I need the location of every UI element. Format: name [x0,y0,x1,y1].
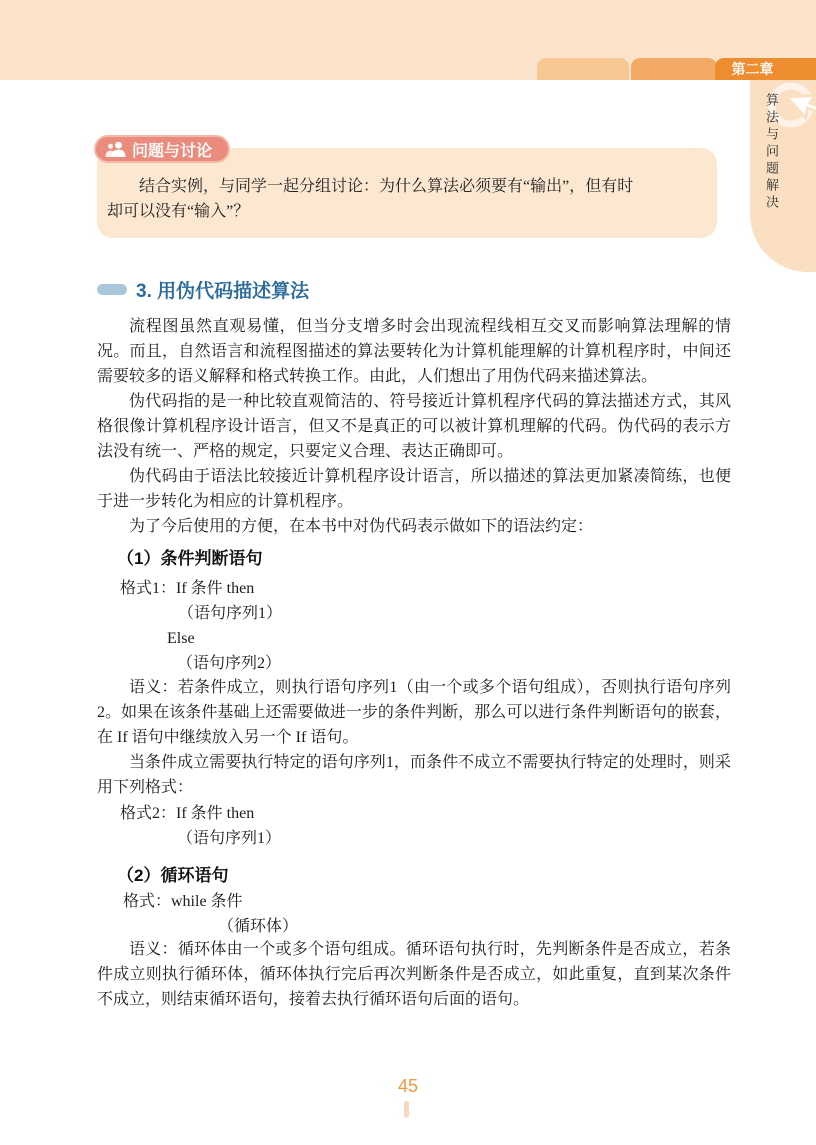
paragraph-pseudocode-definition: 伪代码指的是一种比较直观简洁的、符号接近计算机程序代码的算法描述方式，其风格很像计算机程序设计语言，但又不是真正的可以被计算机理解的代码。伪代码的表示方法没有统一、严格的规定，只要定义合理、表达正确即可。 [97,393,731,460]
format1-line-if: 格式1：If 条件 then [120,580,255,597]
paragraph-semantics-if: 语义：若条件成立，则执行语句序列1（由一个或多个语句组成），否则执行语句序列2。如果在该条件基础上还需要做进一步的条件判断，那么可以进行条件判断语句的嵌套，在 If 语句中继续放入另一个 If 语句。 [97,679,731,746]
paragraph-semantics-while: 语义：循环体由一个或多个语句组成。循环语句执行时，先判断条件是否成立，若条件成立则执行循环体，循环体执行完后再次判断条件是否成立，如此重复，直到某次条件不成立，则结束循环语句，接着去执行循环语句后面的语句。 [97,941,731,1008]
paragraph-pseudocode-benefits: 伪代码由于语法比较接近计算机程序设计语言，所以描述的算法更加紧凑简练，也便于进一步转化为相应的计算机程序。 [97,468,731,510]
while-line-body: （循环体） [218,918,299,935]
chapter-tab-spacer-2 [631,58,717,80]
heading-pill-icon [97,284,127,295]
format2-line-seq1: （语句序列1） [177,830,282,847]
discussion-badge-label: 问题与讨论 [132,142,213,160]
chapter-tab-spacer-1 [537,58,629,80]
discussion-line-2: 却可以没有“输入”？ [107,203,250,220]
format1-line-seq1: （语句序列1） [178,605,283,622]
pseudocode-format2 [97,801,731,851]
paragraph-convention-intro: 为了今后使用的方便，在本书中对伪代码表示做如下的语法约定： [129,518,594,535]
discussion-line-1: 结合实例，与同学一起分组讨论：为什么算法必须要有“输出”，但有时 [139,178,634,195]
page-number: 45 [397,1076,419,1096]
section-title: 3. 用伪代码描述算法 [136,281,310,302]
paragraph-flowchart-limits: 流程图虽然直观易懂，但当分支增多时会出现流程线相互交叉而影响算法理解的情况。而且，自然语言和流程图描述的算法要转化为计算机能理解的计算机程序时，中间还需要较多的语义解释和格式转换工作。由此，人们想出了用伪代码来描述算法。 [97,318,731,385]
pseudocode-format-while [97,889,731,939]
subheading-loop-statement: （2）循环语句 [117,866,229,885]
while-line-condition: 格式：while 条件 [123,893,243,910]
people-icon [105,141,126,157]
pseudocode-format1 [97,576,731,676]
chapter-tab-label: 第二章 [731,61,774,77]
sidebar-vertical-title: 算法与问题解决 [764,93,779,212]
format1-line-else: Else [167,630,195,647]
section-heading [97,276,309,303]
chapter-tab-current [715,58,816,80]
sidebar-strip [750,80,816,272]
format1-line-seq2: （语句序列2） [177,655,282,672]
format2-line-if: 格式2：If 条件 then [120,805,255,822]
discussion-box [97,142,717,238]
paragraph-format2-intro: 当条件成立需要执行特定的语句序列1，而条件不成立不需要执行特定的处理时，则采用下列格式： [97,754,731,796]
subheading-conditional-statement: （1）条件判断语句 [117,549,263,568]
page-number-bar [404,1101,409,1118]
discussion-badge [94,135,230,163]
